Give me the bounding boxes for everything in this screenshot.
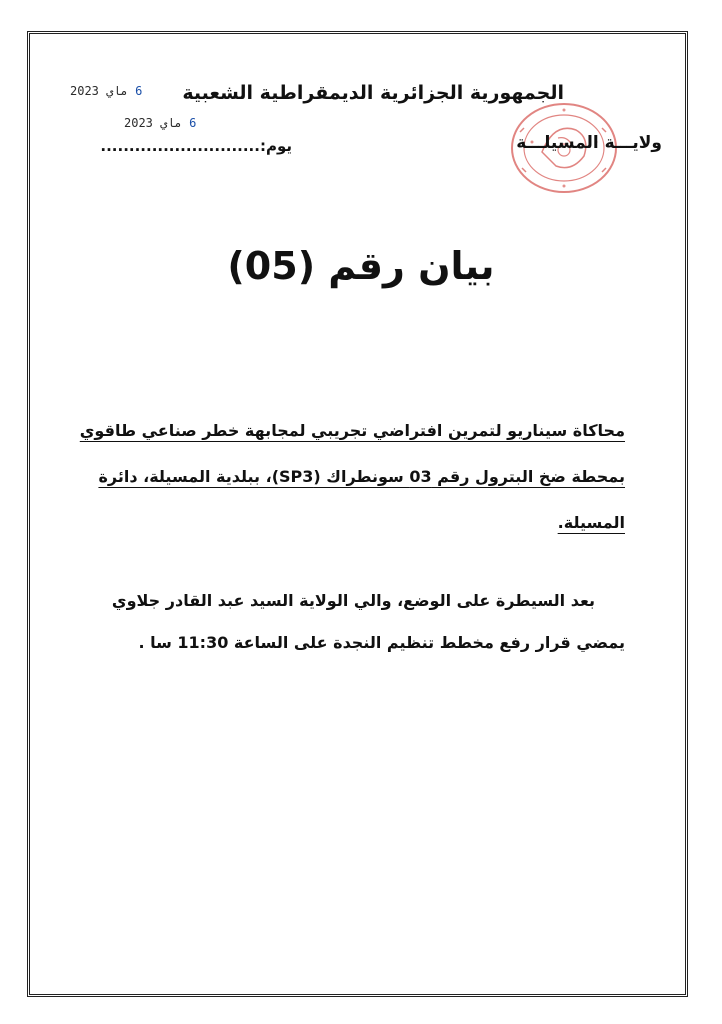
- body-line: يمضي قرار رفع مخطط تنظيم النجدة على الساعة 11:30 سا .: [138, 633, 625, 652]
- body-line: بعد السيطرة على الوضع، والي الولاية السيد عبد القادر جلاوي: [111, 591, 595, 610]
- day-field: يوم:............................: [100, 137, 292, 155]
- date-stamp: [124, 116, 196, 130]
- date-stamp: [70, 84, 142, 98]
- body-paragraph: [65, 580, 625, 664]
- document-title: بيان رقم (05): [227, 244, 495, 288]
- stamp-month: ماي: [106, 84, 128, 98]
- subject-line: محاكاة سيناريو لتمرين افتراضي تجريبي لمجابهة خطر صناعي طاقوي: [79, 421, 625, 440]
- stamp-day: 6: [135, 84, 143, 98]
- stamp-year: 2023: [124, 116, 153, 130]
- subject-line: بمحطة ضخ البترول رقم 03 سونطراك (SP3)، ببلدية المسيلة، دائرة المسيلة.: [98, 467, 625, 532]
- stamp-month: ماي: [160, 116, 182, 130]
- republic-header: الجمهورية الجزائرية الديمقراطية الشعبية: [182, 82, 564, 104]
- stamp-day: 6: [189, 116, 197, 130]
- subject-block: [55, 408, 625, 546]
- wilaya-header: ولايـــة المسيلـــة: [516, 133, 662, 153]
- stamp-year: 2023: [70, 84, 99, 98]
